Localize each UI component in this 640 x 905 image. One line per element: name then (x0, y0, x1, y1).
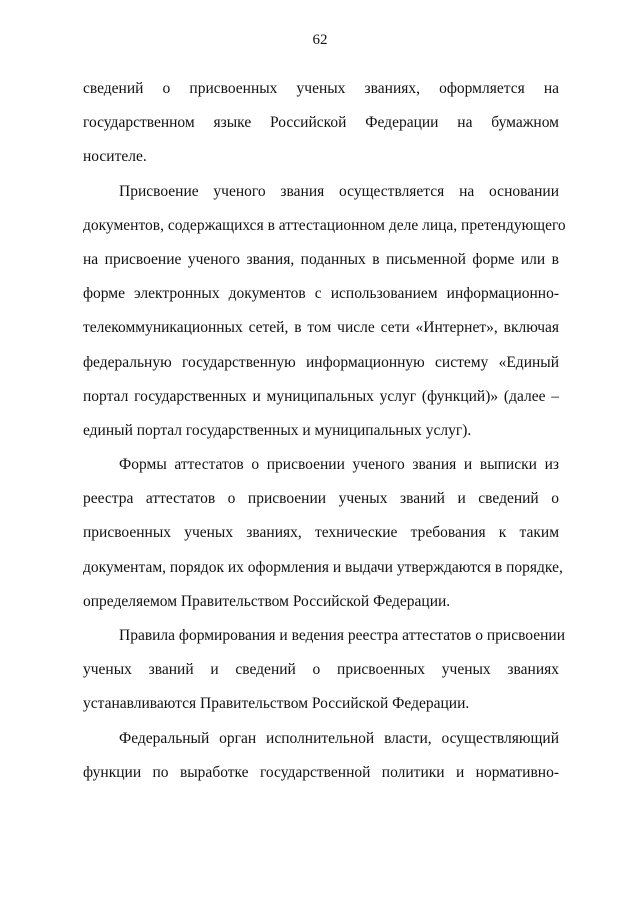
text-line: ученых званий и сведений о присвоенных ученых званиях (83, 661, 559, 679)
text-line: портал государственных и муниципальных услуг (функций)» (далее – (83, 387, 559, 405)
text-line: единый портал государственных и муниципальных услуг). (83, 421, 472, 439)
text-line: носителе. (83, 148, 147, 166)
text-line: определяемом Правительством Российской Федерации. (83, 592, 451, 610)
text-line: сведений о присвоенных ученых званиях, оформляется на (83, 80, 559, 97)
page-number: 62 (312, 32, 328, 48)
text-line: Федеральный орган исполнительной власти, осуществляющий (119, 729, 559, 747)
text-line: на присвоение ученого звания, поданных в письменной форме или в (83, 250, 559, 268)
text-line: функции по выработке государственной политики и нормативно- (83, 763, 559, 781)
text-line: телекоммуникационных сетей, в том числе сети «Интернет», включая (83, 319, 559, 337)
text-line: Формы аттестатов о присвоении ученого звания и выписки из (119, 456, 559, 474)
body-text (83, 78, 566, 796)
text-line: документам, порядок их оформления и выдачи утверждаются в порядке, (83, 558, 563, 576)
text-line: реестра аттестатов о присвоении ученых званий и сведений о (83, 490, 559, 508)
text-line: государственном языке Российской Федерации на бумажном (83, 114, 559, 132)
text-line: присвоенных ученых званиях, технические требования к таким (83, 524, 559, 542)
text-line: Присвоение ученого звания осуществляется на основании (119, 182, 559, 200)
text-line: федеральную государственную информационную систему «Единый (83, 353, 559, 371)
text-line: документов, содержащихся в аттестационном деле лица, претендующего (83, 216, 566, 234)
text-line: форме электронных документов с использованием информационно- (83, 285, 559, 303)
text-line: устанавливаются Правительством Российской Федерации. (83, 695, 470, 713)
text-line: Правила формирования и ведения реестра аттестатов о присвоении (119, 627, 565, 644)
